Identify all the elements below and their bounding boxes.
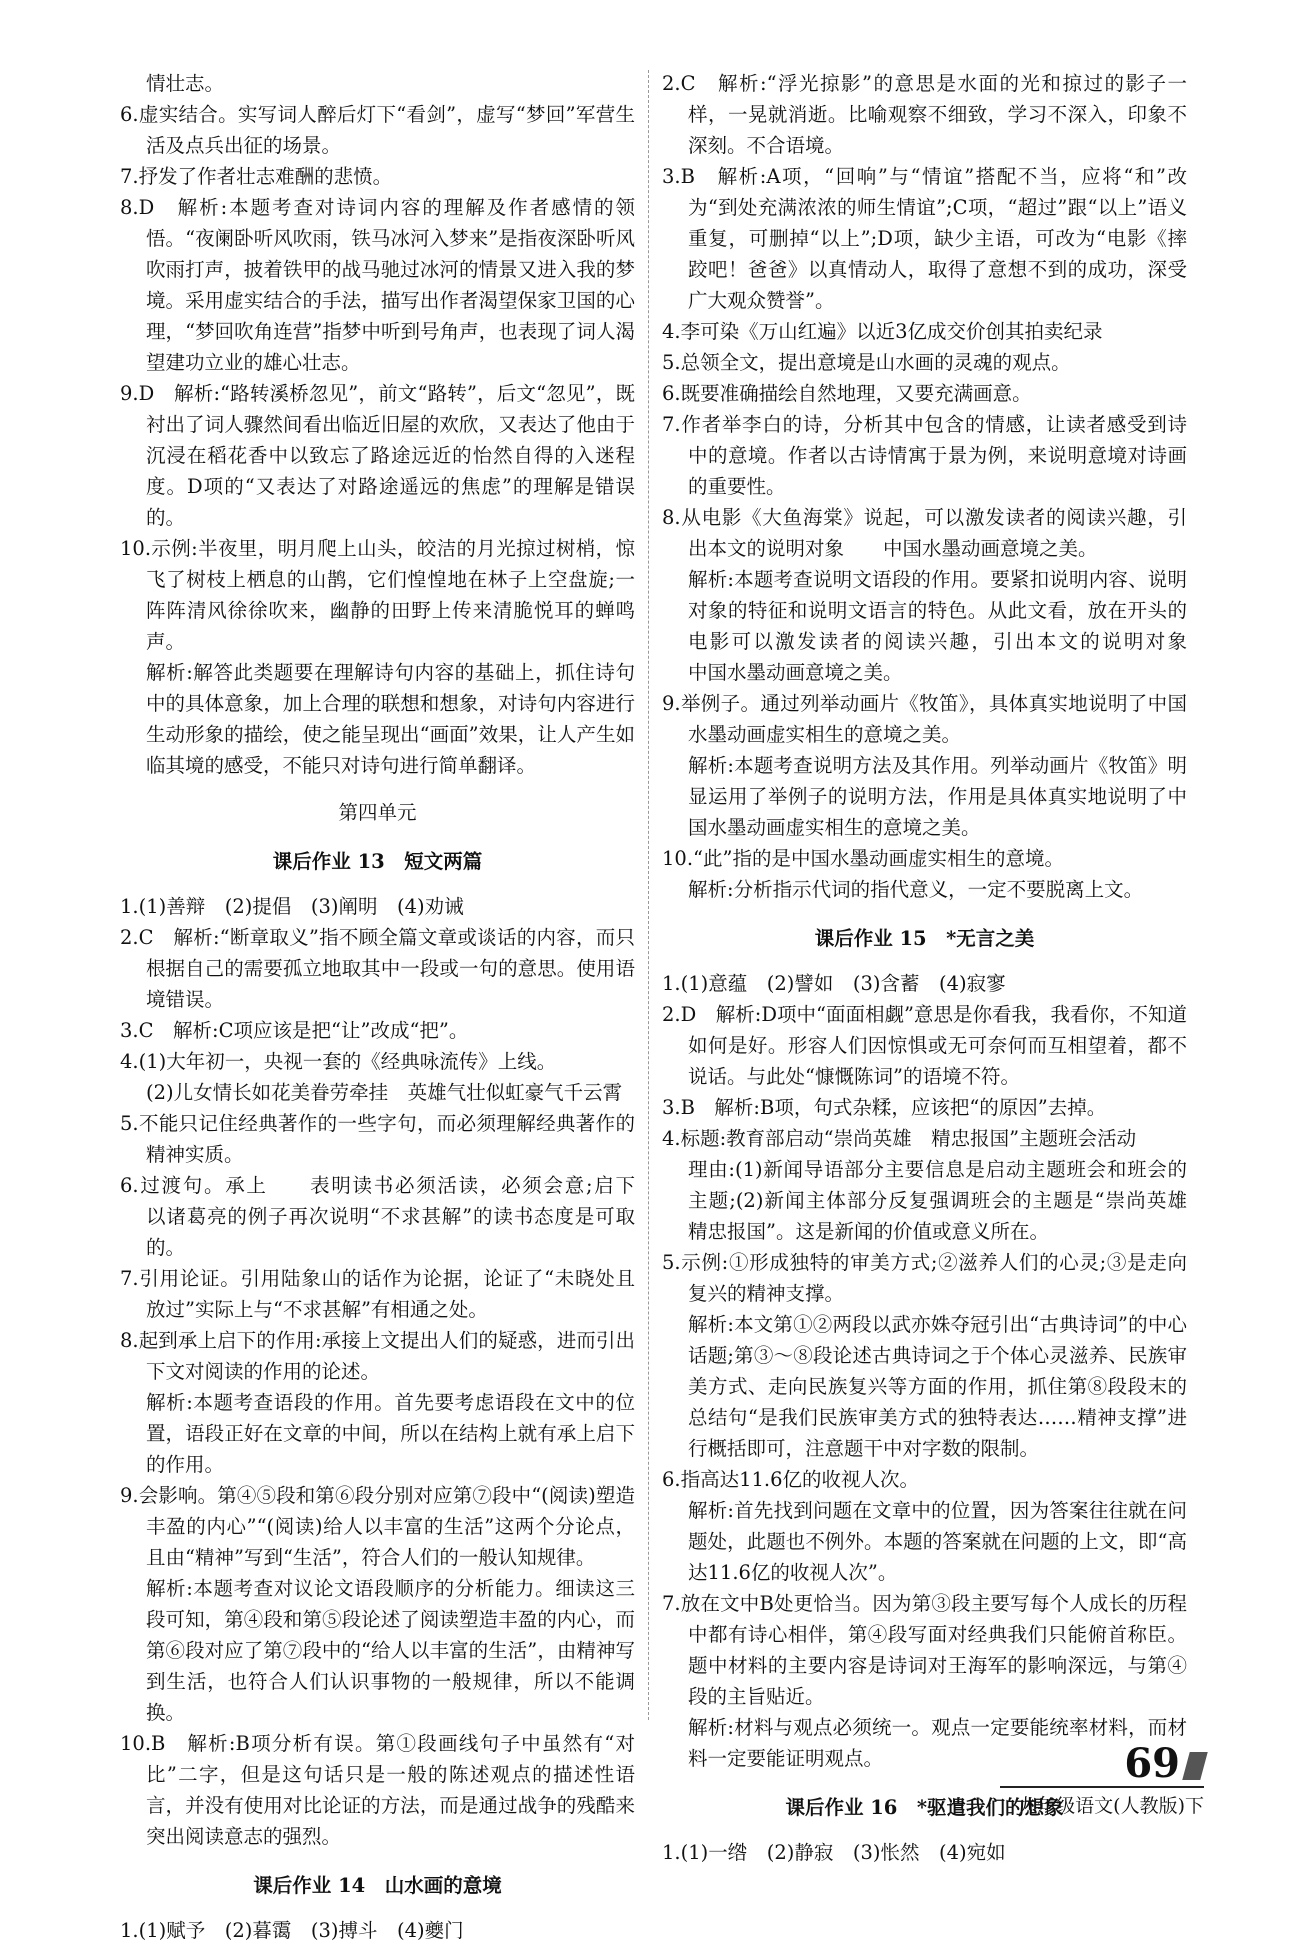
section-heading: 课后作业 15 *无言之美 [814, 927, 1035, 950]
answer-line: 2.C 解析:“断章取义”指不顾全篇文章或谈话的内容，而只根据自己的需要孤立地取其中一段或一句的意思。使用语境错误。 [120, 926, 635, 1011]
answer-line: 解析:本题考查语段的作用。首先要考虑语段在文中的位置，语段正好在文章的中间，所以在结构上就有承上启下的作用。 [146, 1391, 635, 1476]
answer-line: 10.示例:半夜里，明月爬上山头，皎洁的月光掠过树梢，惊飞了树枝上栖息的山鹊，它们惶惶地在林子上空盘旋;一阵阵清风徐徐吹来，幽静的田野上传来清脆悦耳的蝉鸣声。 [120, 537, 635, 653]
answer-line: 解析:解答此类题要在理解诗句内容的基础上，抓住诗句中的具体意象，加上合理的联想和想象，对诗句内容进行生动形象的描绘，使之能呈现出“画面”效果，让人产生如临其境的感受，不能只对诗句进行简单翻译。 [146, 661, 635, 777]
page-number: 69 [1124, 1740, 1180, 1787]
answer-line: 6.虚实结合。实写词人醉后灯下“看剑”，虚写“梦回”军营生活及点兵出征的场景。 [120, 103, 635, 157]
answer-line: 解析:材料与观点必须统一。观点一定要能统率材料，而材料一定要能证明观点。 [688, 1716, 1187, 1770]
answer-line: 7.作者举李白的诗，分析其中包含的情感，让读者感受到诗中的意境。作者以古诗情寓于景为例，来说明意境对诗画的重要性。 [662, 413, 1187, 498]
answer-line: 解析:首先找到问题在文章中的位置，因为答案往往就在问题处，此题也不例外。本题的答案就在问题的上文，即“高达11.6亿的收视人次”。 [688, 1499, 1187, 1584]
answer-line: 3.B 解析:A项，“回响”与“情谊”搭配不当，应将“和”改为“到处充满浓浓的师生情谊”;C项，“超过”跟“以上”语义重复，可删掉“以上”;D项，缺少主语，可改为“电影《摔跤吧！爸爸》以真情动人，取得了意想不到的成功，深受广大观众赞誉”。 [662, 165, 1187, 312]
section-heading: 课后作业 14 山水画的意境 [253, 1874, 502, 1897]
book-title: 九年级语文(人教版)下 [1018, 1795, 1204, 1817]
answer-line: 8.D 解析:本题考查对诗词内容的理解及作者感情的领悟。“夜阑卧听风吹雨，铁马冰河入梦来”是指夜深卧听风吹雨打声，披着铁甲的战马驰过冰河的情景又进入我的梦境。采用虚实结合的手法，描写出作者渴望保家卫国的心理，“梦回吹角连营”指梦中听到号角声，也表现了词人渴望建功立业的雄心壮志。 [120, 196, 635, 374]
answer-line: 2.D 解析:D项中“面面相觑”意思是你看我，我看你，不知道如何是好。形容人们因惊惧或无可奈何而互相望着，都不说话。与此处“慷慨陈词”的语境不符。 [662, 1003, 1187, 1088]
answer-line: 1.(1)一绺 (2)静寂 (3)怅然 (4)宛如 [662, 1841, 1006, 1864]
answer-line: 7.放在文中B处更恰当。因为第③段主要写每个人成长的历程中都有诗心相伴，第④段写面对经典我们只能俯首称臣。题中材料的主要内容是诗词对王海军的影响深远，与第④段的主旨贴近。 [662, 1592, 1187, 1708]
answer-line: 8.从电影《大鱼海棠》说起，可以激发读者的阅读兴趣，引出本文的说明对象 中国水墨动画意境之美。 [662, 506, 1187, 560]
answer-line: 7.抒发了作者壮志难酬的悲愤。 [120, 165, 393, 188]
answer-line: 6.既要准确描绘自然地理，又要充满画意。 [662, 382, 1032, 405]
answer-line: 9.会影响。第④⑤段和第⑥段分别对应第⑦段中“(阅读)塑造丰盈的内心”“(阅读)给人以丰富的生活”这两个分论点，且由“精神”写到“生活”，符合人们的一般认知规律。 [120, 1484, 635, 1569]
answer-line: 3.C 解析:C项应该是把“让”改成“把”。 [120, 1019, 469, 1042]
answer-line: 4.标题:教育部启动“崇尚英雄 精忠报国”主题班会活动 [662, 1127, 1137, 1150]
section-heading: 课后作业 13 短文两篇 [272, 850, 483, 873]
answer-line: 1.(1)赋予 (2)暮霭 (3)搏斗 (4)夔门 [120, 1919, 464, 1942]
answer-line: 5.不能只记住经典著作的一些字句，而必须理解经典著作的精神实质。 [120, 1112, 635, 1166]
answer-line: 解析:本题考查说明方法及其作用。列举动画片《牧笛》明显运用了举例子的说明方法，作用是具体真实地说明了中国水墨动画虚实相生的意境之美。 [688, 754, 1187, 839]
answer-line: 2.C 解析:“浮光掠影”的意思是水面的光和掠过的影子一样，一晃就消逝。比喻观察不细致，学习不深入，印象不深刻。不合语境。 [662, 72, 1187, 157]
answer-line: 9.D 解析:“路转溪桥忽见”，前文“路转”，后文“忽见”，既衬出了词人骤然间看出临近旧屋的欢欣，又表达了他由于沉浸在稻花香中以致忘了路途远近的怡然自得的入迷程度。D项的“又表达了对路途遥远的焦虑”的理解是错误的。 [120, 382, 635, 529]
answer-line: 理由:(1)新闻导语部分主要信息是启动主题班会和班会的主题;(2)新闻主体部分反复强调班会的主题是“崇尚英雄 精忠报国”。这是新闻的价值或意义所在。 [688, 1158, 1207, 1243]
answer-line: 10.“此”指的是中国水墨动画虚实相生的意境。 [662, 847, 1064, 870]
right-column [662, 68, 1227, 1868]
answer-line: 9.举例子。通过列举动画片《牧笛》，具体真实地说明了中国水墨动画虚实相生的意境之美。 [662, 692, 1187, 746]
answer-line: 解析:本文第①②两段以武亦姝夺冠引出“古典诗词”的中心话题;第③～⑧段论述古典诗词之于个体心灵滋养、民族审美方式、走向民族复兴等方面的作用，抓住第⑧段段末的总结句“是我们民族审美方式的独特表达……精神支撑”进行概括即可，注意题干中对字数的限制。 [688, 1313, 1187, 1460]
column-divider [648, 70, 649, 1720]
answer-line: 5.示例:①形成独特的审美方式;②滋养人们的心灵;③是走向复兴的精神支撑。 [662, 1251, 1187, 1305]
answer-line: 1.(1)意蕴 (2)譬如 (3)含蓄 (4)寂寥 [662, 972, 1006, 995]
answer-line: 解析:分析指示代词的指代意义，一定不要脱离上文。 [688, 878, 1144, 901]
answer-line: 解析:本题考查说明文语段的作用。要紧扣说明内容、说明对象的特征和说明文语言的特色。从此文看，放在开头的电影可以激发读者的阅读兴趣，引出本文的说明对象 中国水墨动画意境之美。 [688, 568, 1227, 684]
answer-line: 4.(1)大年初一，央视一套的《经典咏流传》上线。 [120, 1050, 557, 1073]
answer-line: 4.李可染《万山红遍》以近3亿成交价创其拍卖纪录 [662, 320, 1103, 343]
answer-line: 10.B 解析:B项分析有误。第①段画线句子中虽然有“对比”二字，但是这句话只是一般的陈述观点的描述性语言，并没有使用对比论证的方法，而是通过战争的残酷来突出阅读意志的强烈。 [120, 1732, 635, 1848]
answer-line: 8.起到承上启下的作用:承接上文提出人们的疑惑，进而引出下文对阅读的作用的论述。 [120, 1329, 635, 1383]
answer-line: 1.(1)善辩 (2)提倡 (3)阐明 (4)劝诫 [120, 895, 464, 918]
answer-line: (2)儿女情长如花美眷劳牵挂 英雄气壮似虹豪气千云霄 [146, 1081, 623, 1104]
answer-line: 3.B 解析:B项，句式杂糅，应该把“的原因”去掉。 [662, 1096, 1107, 1119]
section-heading: 课后作业 16 *驱遣我们的想象 [785, 1796, 1064, 1819]
answer-line: 7.引用论证。引用陆象山的话作为论据，论证了“未晓处且放过”实际上与“不求甚解”有相通之处。 [120, 1267, 635, 1321]
answer-line: 解析:本题考查对议论文语段顺序的分析能力。细读这三段可知，第④段和第⑤段论述了阅读塑造丰盈的内心，而第⑥段对应了第⑦段中的“给人以丰富的生活”，由精神写到生活，也符合人们认识事物的一般规律，所以不能调换。 [146, 1577, 635, 1724]
left-column [120, 68, 675, 1946]
footer-rule [1000, 1786, 1204, 1788]
answer-line: 情壮志。 [146, 72, 225, 95]
answer-line: 5.总领全文，提出意境是山水画的灵魂的观点。 [662, 351, 1071, 374]
answer-line: 6.过渡句。承上 表明读书必须活读，必须会意;启下 以诸葛亮的例子再次说明“不求甚解”的读书态度是可取的。 [120, 1174, 675, 1259]
answer-line: 6.指高达11.6亿的收视人次。 [662, 1468, 920, 1491]
unit-heading: 第四单元 [338, 801, 417, 824]
